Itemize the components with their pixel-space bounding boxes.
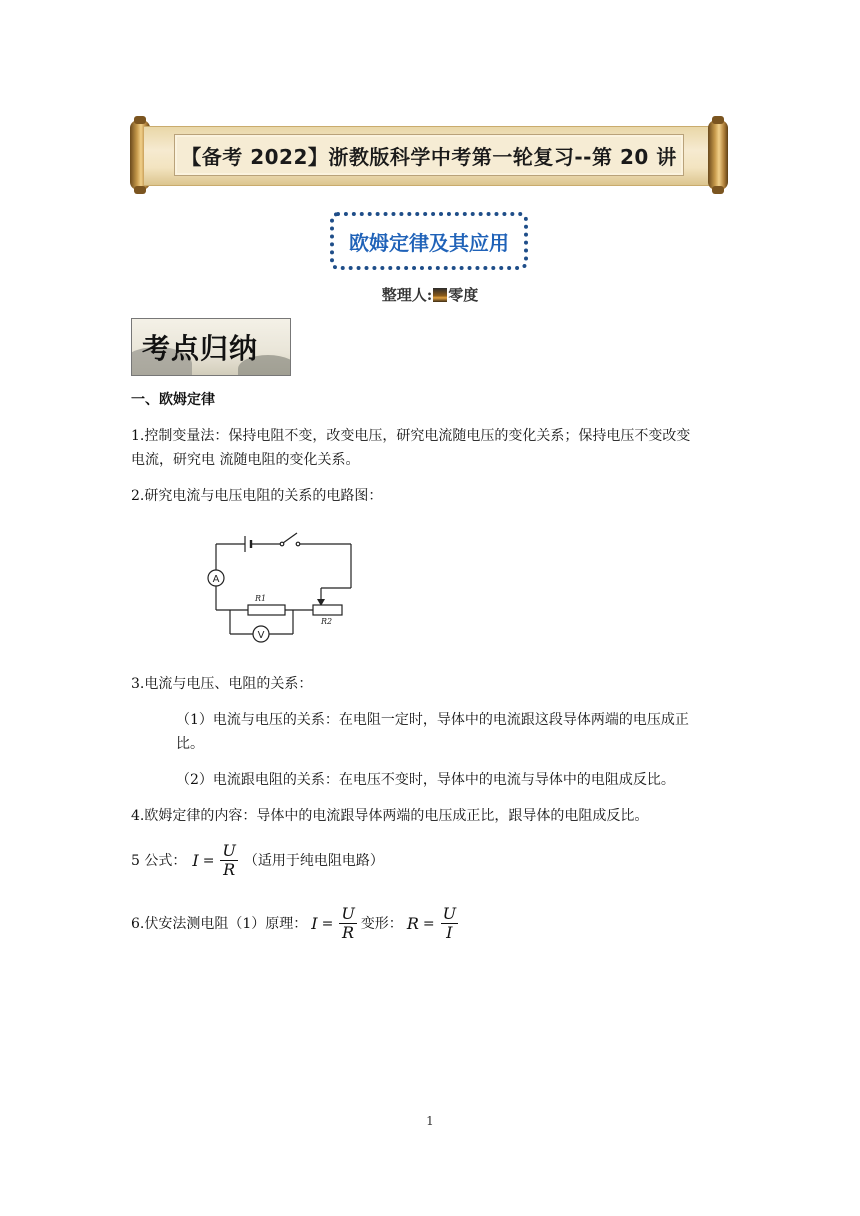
circuit-diagram (205, 526, 365, 644)
voltammetry-prefix: 6.伏安法测电阻（1）原理： (131, 915, 308, 932)
paragraph-3a-line-1: （1）电流与电压的关系：在电阻一定时，导体中的电流跟这段导体两端的电压成正 (176, 712, 689, 728)
transform-numerator: U (442, 904, 457, 923)
formula-fraction (220, 842, 237, 879)
formula-note: （适用于纯电阻电路） (243, 852, 384, 869)
section-heading: 一、欧姆定律 (131, 392, 215, 408)
organizer-line (0, 284, 860, 305)
principle-lhs: I (311, 913, 318, 933)
formula-denominator: R (223, 860, 236, 879)
paragraph-1-line-2: 电流，研究电 流随电阻的变化关系。 (131, 452, 360, 468)
principle-numerator: U (341, 904, 355, 923)
paragraph-4: 4.欧姆定律的内容：导体中的电流跟导体两端的电压成正比，跟导体的电阻成反比。 (131, 808, 649, 824)
organizer-avatar-icon (433, 288, 447, 302)
scroll-rod-right (708, 120, 728, 190)
paragraph-2: 2.研究电流与电压电阻的关系的电路图： (131, 488, 383, 504)
transform-equals: = (422, 915, 435, 932)
switch-blade (283, 533, 297, 543)
principle-fraction (339, 905, 356, 942)
formula-prefix: 5 公式： (131, 852, 187, 869)
ammeter-label: A (212, 574, 220, 585)
formula-lhs: I (192, 850, 199, 870)
formula-numerator: U (222, 841, 236, 860)
paragraph-1-line-1: 1.控制变量法：保持电阻不变，改变电压，研究电流随电压的变化关系；保持电压不变改变 (131, 428, 691, 444)
principle-denominator: R (342, 923, 355, 942)
section-badge (131, 318, 291, 376)
principle-equals: = (321, 915, 334, 932)
formula-equals: = (202, 852, 215, 869)
transform-lhs: R (406, 913, 419, 933)
paragraph-3a-line-2: 比。 (176, 736, 204, 752)
paragraph-3b: （2）电流跟电阻的关系：在电压不变时，导体中的电流与导体中的电阻成反比。 (176, 772, 675, 788)
organizer-prefix: 整理人: (381, 286, 433, 304)
section-badge-label: 考点归纳 (142, 332, 259, 365)
topic-box (330, 212, 528, 270)
topic-title: 欧姆定律及其应用 (349, 230, 509, 255)
scroll-paper (144, 126, 714, 186)
resistor-r2 (313, 605, 342, 615)
organizer-name: 零度 (448, 286, 479, 304)
formula-line (131, 842, 384, 879)
transform-fraction (441, 905, 458, 942)
switch-contact (296, 542, 300, 546)
transform-denominator: I (446, 923, 453, 942)
scroll-inner-frame (174, 134, 684, 176)
r1-label: R1 (255, 594, 267, 603)
paragraph-3: 3.电流与电压、电阻的关系： (131, 676, 313, 692)
resistor-r1 (248, 605, 285, 615)
title-banner (130, 120, 728, 190)
document-title: 【备考 2022】浙教版科学中考第一轮复习--第 20 讲 (181, 144, 677, 169)
r2-label: R2 (321, 617, 333, 626)
voltammetry-line (131, 905, 460, 942)
voltmeter-label: V (257, 630, 265, 641)
transform-label: 变形： (360, 915, 403, 932)
page-number: 1 (426, 1114, 434, 1128)
